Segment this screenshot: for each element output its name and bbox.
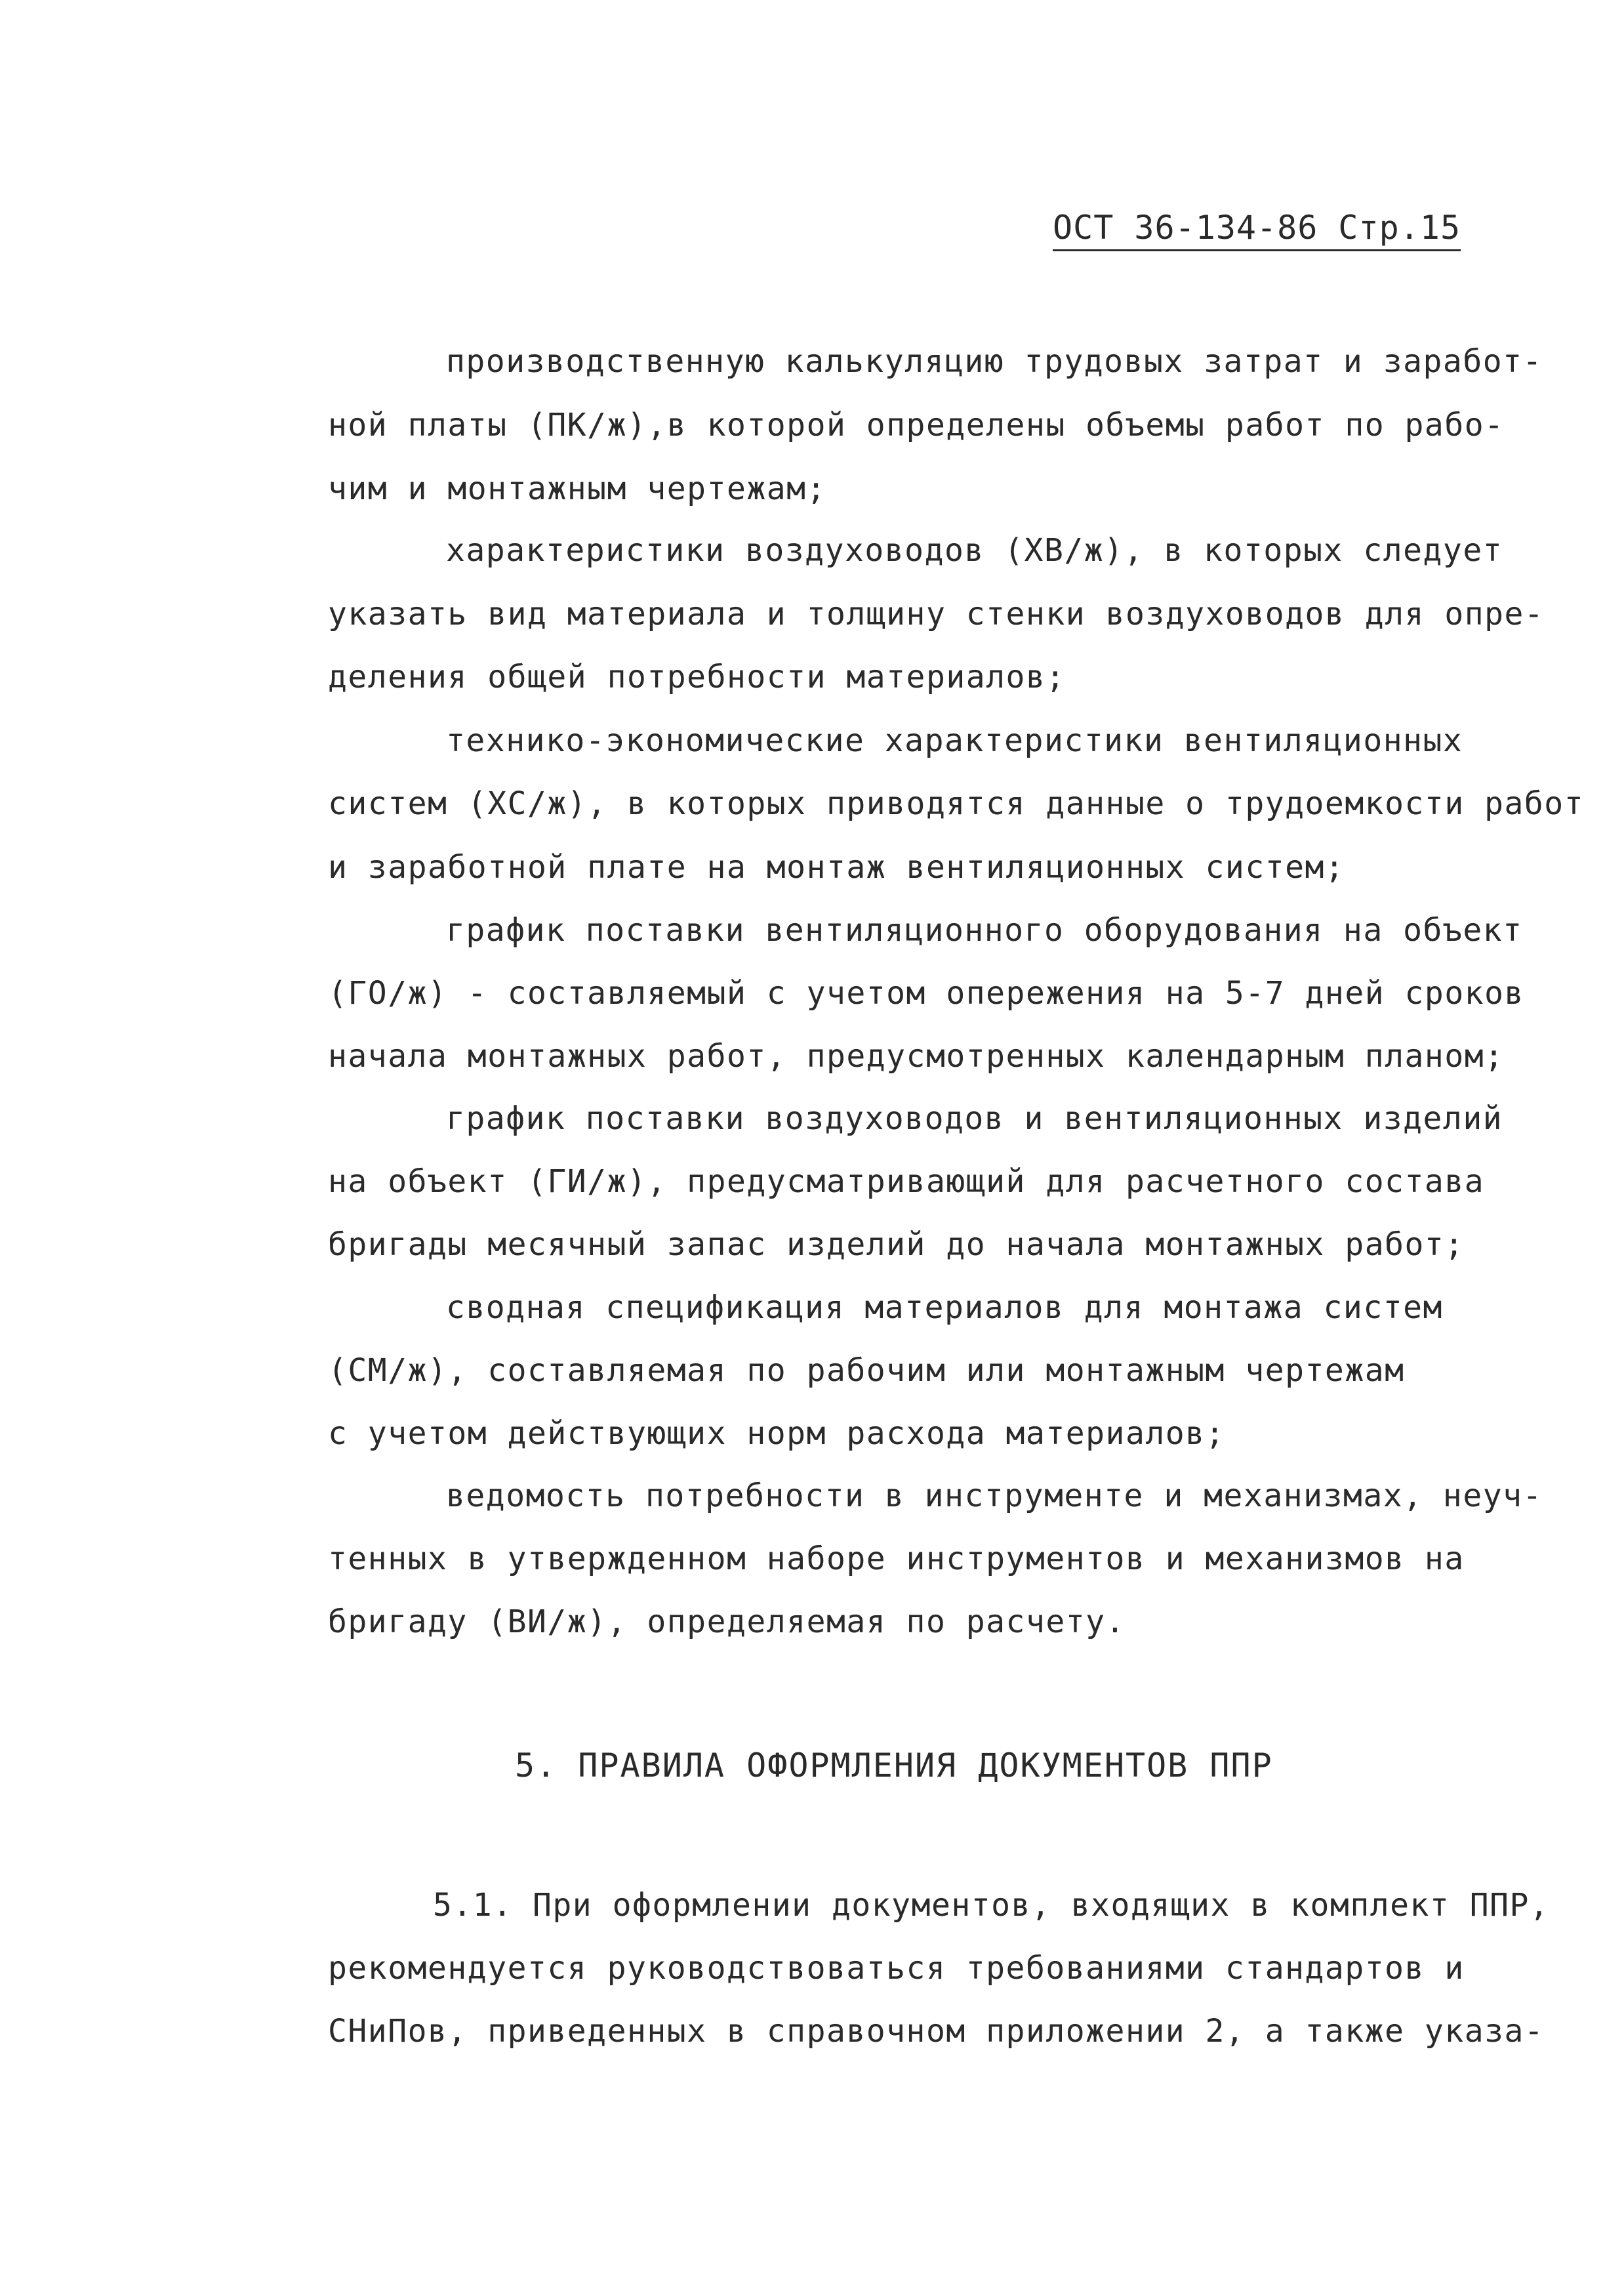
section-line: рекомендуется руководствоваться требованиями стандартов и: [328, 1950, 1465, 1987]
body-line: деления общей потребности материалов;: [328, 659, 1066, 695]
body-line: производственную калькуляцию трудовых затрат и заработ-: [446, 343, 1543, 380]
body-line: ведомость потребности в инструменте и механизмах, неуч-: [446, 1477, 1543, 1514]
body-line: указать вид материала и толщину стенки воздуховодов для опре-: [328, 596, 1545, 632]
body-line: чим и монтажным чертежам;: [328, 470, 826, 507]
body-line: и заработной плате на монтаж вентиляционных систем;: [328, 849, 1345, 886]
body-line: с учетом действующих норм расхода материалов;: [328, 1415, 1225, 1452]
body-line: на объект (ГИ/ж), предусматривающий для расчетного состава: [328, 1163, 1485, 1200]
body-line: сводная спецификация материалов для монтажа систем: [446, 1289, 1443, 1326]
body-line: (СМ/ж), составляемая по рабочим или монтажным чертежам: [328, 1352, 1405, 1389]
page-header-doc-ref: ОСТ 36-134-86 Стр.15: [1053, 209, 1461, 251]
body-line: технико-экономические характеристики вентиляционных: [446, 722, 1463, 759]
body-line: график поставки вентиляционного оборудования на объект: [446, 912, 1523, 949]
section-line: 5.1. При оформлении документов, входящих в комплект ППР,: [433, 1887, 1550, 1924]
body-line: характеристики воздуховодов (ХВ/ж), в которых следует: [446, 532, 1503, 569]
body-line: систем (ХС/ж), в которых приводятся данные о трудоемкости работ: [328, 785, 1585, 822]
body-line: бригаду (ВИ/ж), определяемая по расчету.: [328, 1603, 1126, 1640]
body-line: начала монтажных работ, предусмотренных календарным планом;: [328, 1038, 1505, 1075]
body-line: (ГО/ж) - составляемый с учетом опережения на 5-7 дней сроков: [328, 975, 1524, 1012]
section-heading: 5. ПРАВИЛА ОФОРМЛЕНИЯ ДОКУМЕНТОВ ППР: [515, 1746, 1273, 1785]
body-line: ной платы (ПК/ж),в которой определены объемы работ по рабо-: [328, 407, 1505, 444]
section-line: СНиПов, приведенных в справочном приложении 2, а также указа-: [328, 2013, 1545, 2050]
body-line: график поставки воздуховодов и вентиляционных изделий: [446, 1100, 1503, 1137]
body-line: тенных в утвержденном наборе инструментов и механизмов на: [328, 1540, 1465, 1577]
body-line: бригады месячный запас изделий до начала монтажных работ;: [328, 1226, 1465, 1263]
